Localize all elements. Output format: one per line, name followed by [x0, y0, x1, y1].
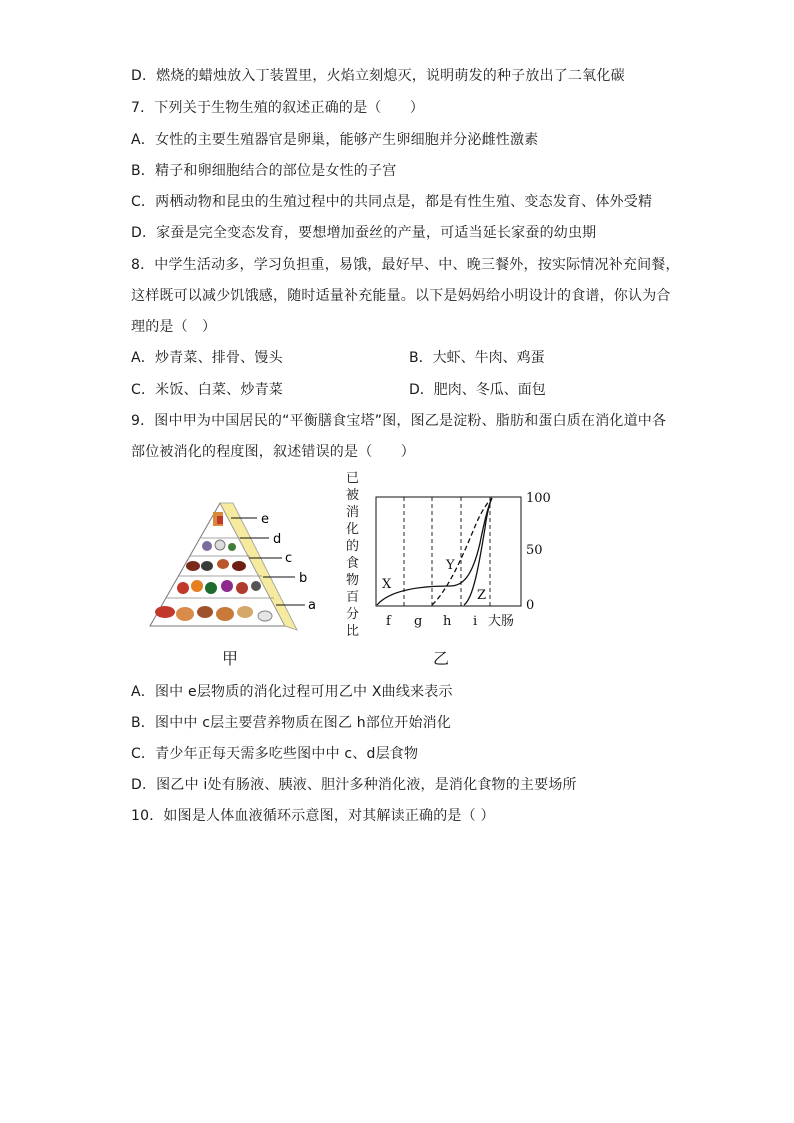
figure-yi-caption: 乙	[433, 649, 450, 668]
q8-stem-line2: 这样既可以减少饥饿感，随时适量补充能量。以下是妈妈给小明设计的食谱，你认为合	[131, 288, 671, 304]
ylabel-char: 比	[346, 624, 360, 639]
x-label-g: g	[414, 614, 423, 629]
q7-option-a: A．女性的主要生殖器官是卵巢，能够产生卵细胞并分泌雌性激素	[131, 132, 539, 148]
curve-label-x: X	[382, 577, 392, 592]
q9-option-a: A．图中 e层物质的消化过程可用乙中 X曲线来表示	[131, 684, 453, 700]
figure-jia-caption: 甲	[222, 649, 239, 668]
y-tick-50: 50	[526, 543, 543, 558]
q9-stem-line1: 9．图中甲为中国居民的“平衡膳食宝塔”图，图乙是淀粉、脂肪和蛋白质在消化道中各	[131, 413, 667, 429]
q8-stem-line3: 理的是（ ）	[131, 319, 217, 335]
ylabel-char: 的	[346, 539, 360, 554]
digestion-chart-figure	[340, 468, 560, 648]
layer-label-e: e	[261, 512, 269, 527]
y-tick-100: 100	[526, 491, 551, 506]
ylabel-char: 已	[346, 471, 360, 486]
q8-option-b: B．大虾、牛肉、鸡蛋	[409, 350, 545, 366]
food-pyramid-figure	[145, 498, 325, 634]
ylabel-char: 物	[346, 573, 360, 588]
ylabel-char: 消	[346, 505, 360, 520]
y-tick-0: 0	[526, 598, 535, 613]
q7-stem: 7．下列关于生物生殖的叙述正确的是（ ）	[131, 100, 425, 116]
layer-label-c: c	[285, 551, 293, 566]
ylabel-char: 化	[346, 522, 360, 537]
x-label-large-intestine: 大肠	[488, 614, 515, 629]
q8-stem-line1: 8．中学生活动多，学习负担重，易饿，最好早、中、晚三餐外，按实际情况补充间餐，	[131, 257, 680, 273]
ylabel-char: 被	[346, 488, 360, 503]
q9-option-c: C．青少年正每天需多吃些图中中 c、d层食物	[131, 746, 419, 762]
q9-stem-line2: 部位被消化的程度图，叙述错误的是（ ）	[131, 444, 415, 460]
q7-option-d: D．家蚕是完全变态发育，要想增加蚕丝的产量，可适当延长家蚕的幼虫期	[131, 225, 597, 241]
q10-stem: 10．如图是人体血液循环示意图，对其解读正确的是（ ）	[131, 808, 495, 824]
layer-label-b: b	[299, 571, 308, 586]
q8-option-d: D．肥肉、冬瓜、面包	[409, 382, 546, 398]
q7-option-c: C．两栖动物和昆虫的生殖过程中的共同点是，都是有性生殖、变态发育、体外受精	[131, 194, 653, 210]
x-label-f: f	[386, 614, 391, 629]
x-label-h: h	[443, 614, 452, 629]
q9-option-b: B．图中中 c层主要营养物质在图乙 h部位开始消化	[131, 715, 452, 731]
curve-label-z: Z	[477, 588, 487, 603]
layer-label-a: a	[308, 598, 316, 613]
q7-option-b: B．精子和卵细胞结合的部位是女性的子宫	[131, 163, 397, 179]
q8-option-a: A．炒青菜、排骨、馒头	[131, 350, 283, 366]
q6-option-d: D．燃烧的蜡烛放入丁装置里，火焰立刻熄灭，说明萌发的种子放出了二氧化碳	[131, 68, 625, 84]
curve-label-y: Y	[446, 558, 455, 573]
q9-option-d: D．图乙中 i处有肠液、胰液、胆汁多种消化液，是消化食物的主要场所	[131, 777, 577, 793]
q8-option-c: C．米饭、白菜、炒青菜	[131, 382, 283, 398]
ylabel-char: 食	[346, 556, 360, 571]
ylabel-char: 分	[346, 607, 360, 622]
ylabel-char: 百	[346, 590, 360, 605]
layer-label-d: d	[273, 532, 282, 547]
x-label-i: i	[473, 614, 478, 629]
